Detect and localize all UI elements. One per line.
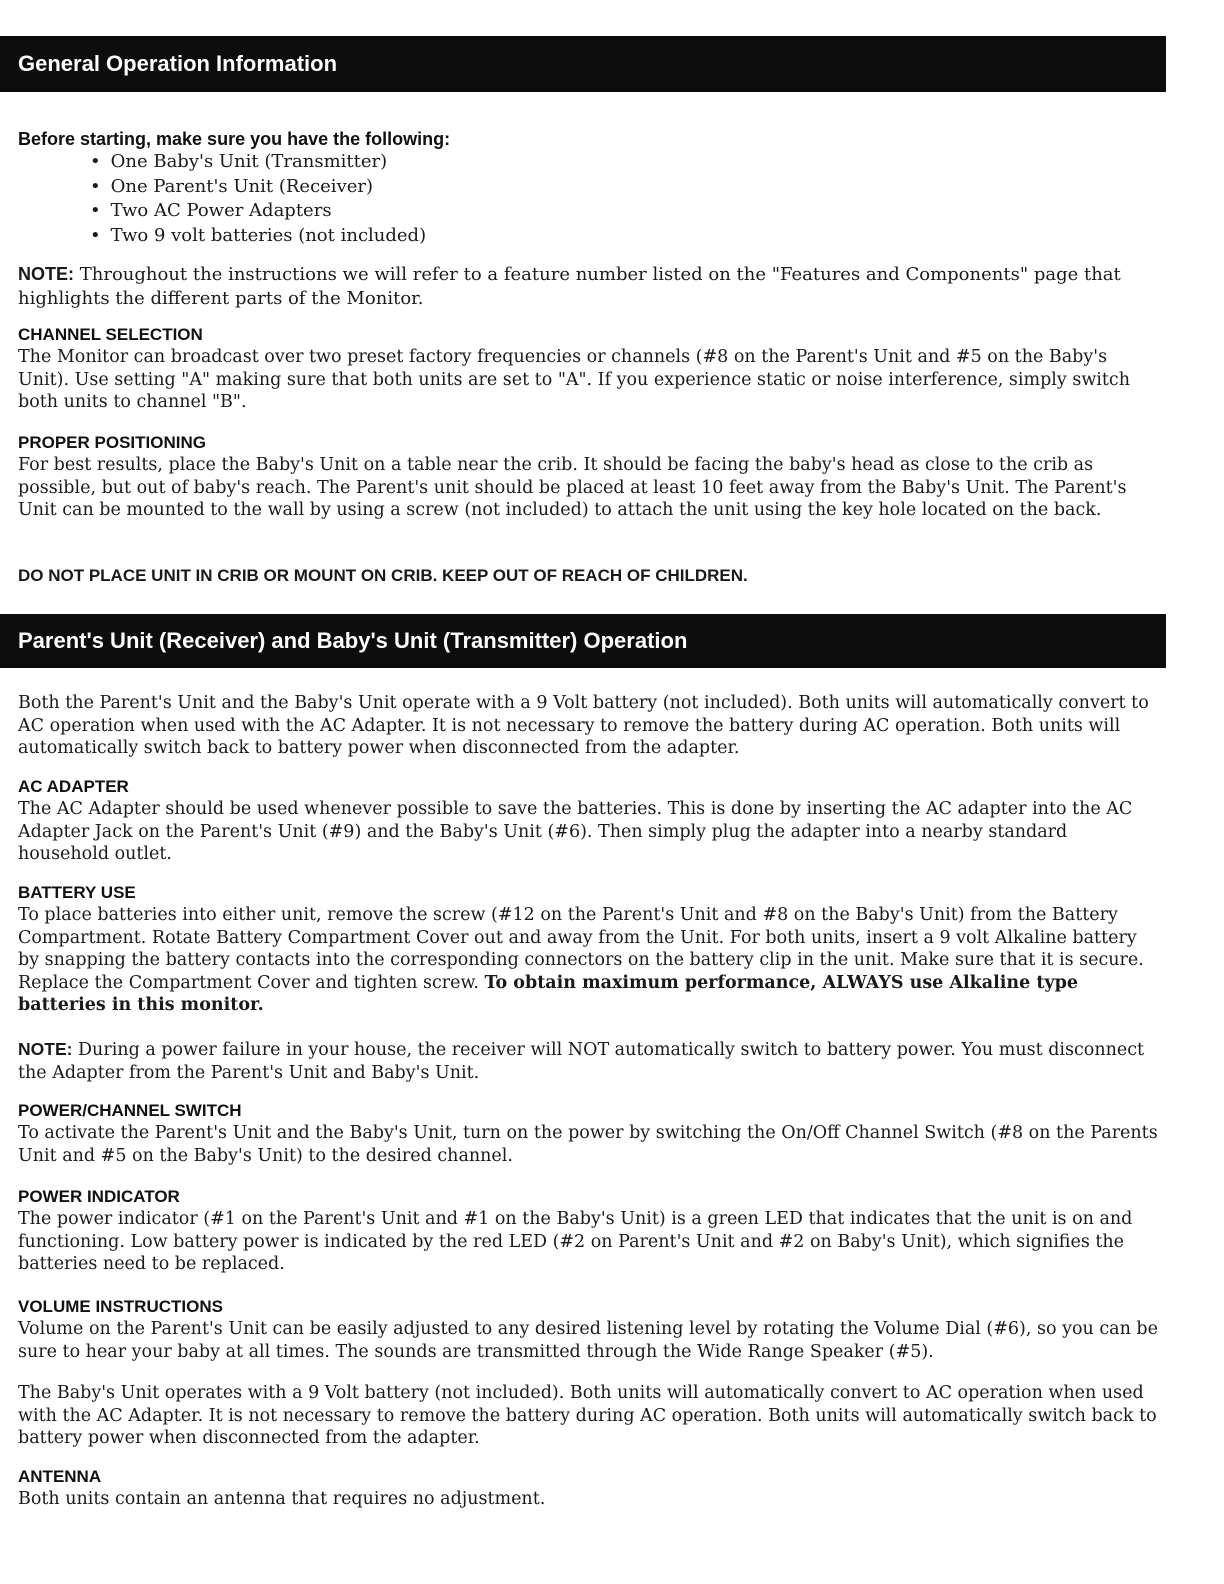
- battery-use-paragraph: [18, 904, 1158, 1017]
- battery-use-text: To place batteries into either unit, remove the screw (#12 on the Parent's Unit and #8 on the Baby's Unit) from the Battery Compartment. Rotate Battery Compartment Cover out and away from the Unit. For both units, insert a 9 volt Alkaline battery by snapping the battery contacts into the corresponding connectors on the battery clip in the unit. Make sure that it is secure. Replace the Compartment Cover and tighten screw.: [18, 905, 1144, 993]
- section-title: Parent's Unit (Receiver) and Baby's Unit (Transmitter) Operation: [18, 628, 688, 653]
- list-item: • One Baby's Unit (Transmitter): [90, 150, 1158, 175]
- note-paragraph: [18, 1038, 1158, 1084]
- baby-unit-paragraph: [18, 1382, 1158, 1450]
- before-starting-block: [18, 128, 1158, 248]
- crib-warning: DO NOT PLACE UNIT IN CRIB OR MOUNT ON CRIB. KEEP OUT OF REACH OF CHILDREN.: [18, 566, 748, 585]
- proper-positioning-text: For best results, place the Baby's Unit on a table near the crib. It should be facing the baby's head as close to the crib as possible, but out of baby's reach. The Parent's unit should be placed at least 10 feet away from the Baby's Unit. The Parent's Unit can be mounted to the wall by using a screw (not included) to attach the unit using the key hole located on the back.: [18, 455, 1127, 520]
- note-paragraph: [18, 262, 1158, 311]
- section-header-unit-operation: [0, 614, 1166, 668]
- volume-instructions-block: [18, 1296, 1158, 1363]
- power-indicator-heading: POWER INDICATOR: [18, 1187, 180, 1206]
- power-channel-switch-heading: POWER/CHANNEL SWITCH: [18, 1101, 242, 1120]
- list-item: • One Parent's Unit (Receiver): [90, 175, 1158, 200]
- note-label: NOTE:: [18, 264, 74, 284]
- power-indicator-block: [18, 1186, 1158, 1276]
- required-items-list: [18, 150, 1158, 248]
- ac-adapter-heading: AC ADAPTER: [18, 777, 129, 796]
- proper-positioning-heading: PROPER POSITIONING: [18, 433, 206, 452]
- antenna-heading: ANTENNA: [18, 1467, 102, 1486]
- volume-instructions-text: Volume on the Parent's Unit can be easily adjusted to any desired listening level by rotating the Volume Dial (#6), so you can be sure to hear your baby at all times. The sounds are transmitted through the Wide Range Speaker (#5).: [18, 1319, 1158, 1362]
- ac-adapter-text: The AC Adapter should be used whenever possible to save the batteries. This is done by inserting the AC adapter into the AC Adapter Jack on the Parent's Unit (#9) and the Baby's Unit (#6). Then simply plug the adapter into a nearby standard household outlet.: [18, 799, 1133, 864]
- power-channel-switch-text: To activate the Parent's Unit and the Baby's Unit, turn on the power by switching the On/Off Channel Switch (#8 on the Parents Unit and #5 on the Baby's Unit) to the desired channel.: [18, 1123, 1158, 1166]
- list-item: • Two AC Power Adapters: [90, 199, 1158, 224]
- volume-instructions-heading: VOLUME INSTRUCTIONS: [18, 1297, 223, 1316]
- channel-selection-text: The Monitor can broadcast over two preset factory frequencies or channels (#8 on the Parent's Unit and #5 on the Baby's Unit). Use setting "A" making sure that both units are set to "A". If you experience static or noise interference, simply switch both units to channel "B".: [18, 347, 1131, 412]
- unit-operation-intro: [18, 692, 1158, 760]
- intro-text: Both the Parent's Unit and the Baby's Unit operate with a 9 Volt battery (not included). Both units will automatically convert to AC operation when used with the AC Adapter. It is not necessary to remove the battery during AC operation. Both units will automatically switch back to battery power when disconnected from the adapter.: [18, 693, 1149, 758]
- battery-emphasis: To obtain maximum performance, ALWAYS use Alkaline type batteries in this monitor.: [18, 972, 1078, 1015]
- note-text: During a power failure in your house, the receiver will NOT automatically switch to battery power. You must disconnect the Adapter from the Parent's Unit and Baby's Unit.: [18, 1040, 1145, 1083]
- note-features-block: [18, 262, 1158, 311]
- channel-selection-heading: CHANNEL SELECTION: [18, 325, 203, 344]
- battery-use-block: [18, 882, 1158, 1017]
- list-item: • Two 9 volt batteries (not included): [90, 224, 1158, 249]
- battery-use-heading: BATTERY USE: [18, 883, 136, 902]
- note-power-failure-block: [18, 1038, 1158, 1084]
- section-header-general-operation: [0, 36, 1166, 92]
- antenna-text: Both units contain an antenna that requires no adjustment.: [18, 1489, 546, 1509]
- channel-selection-block: [18, 324, 1158, 414]
- power-indicator-text: The power indicator (#1 on the Parent's Unit and #1 on the Baby's Unit) is a green LED that indicates that the unit is on and functioning. Low battery power is indicated by the red LED (#2 on Parent's Unit and #2 on Baby's Unit), which signifies the batteries need to be replaced.: [18, 1209, 1133, 1274]
- note-text: Throughout the instructions we will refer to a feature number listed on the "Features and Components" page that highlights the different parts of the Monitor.: [18, 264, 1121, 309]
- ac-adapter-block: [18, 776, 1158, 866]
- baby-unit-text: The Baby's Unit operates with a 9 Volt battery (not included). Both units will automatically convert to AC operation when used with the AC Adapter. It is not necessary to remove the battery during AC operation. Both units will automatically switch back to battery power when disconnected from the adapter.: [18, 1383, 1157, 1448]
- note-label: NOTE:: [18, 1039, 73, 1059]
- section-title: General Operation Information: [18, 51, 338, 76]
- before-starting-heading: Before starting, make sure you have the following:: [18, 129, 451, 149]
- power-channel-switch-block: [18, 1100, 1158, 1167]
- proper-positioning-block: [18, 432, 1158, 522]
- antenna-block: [18, 1466, 1158, 1511]
